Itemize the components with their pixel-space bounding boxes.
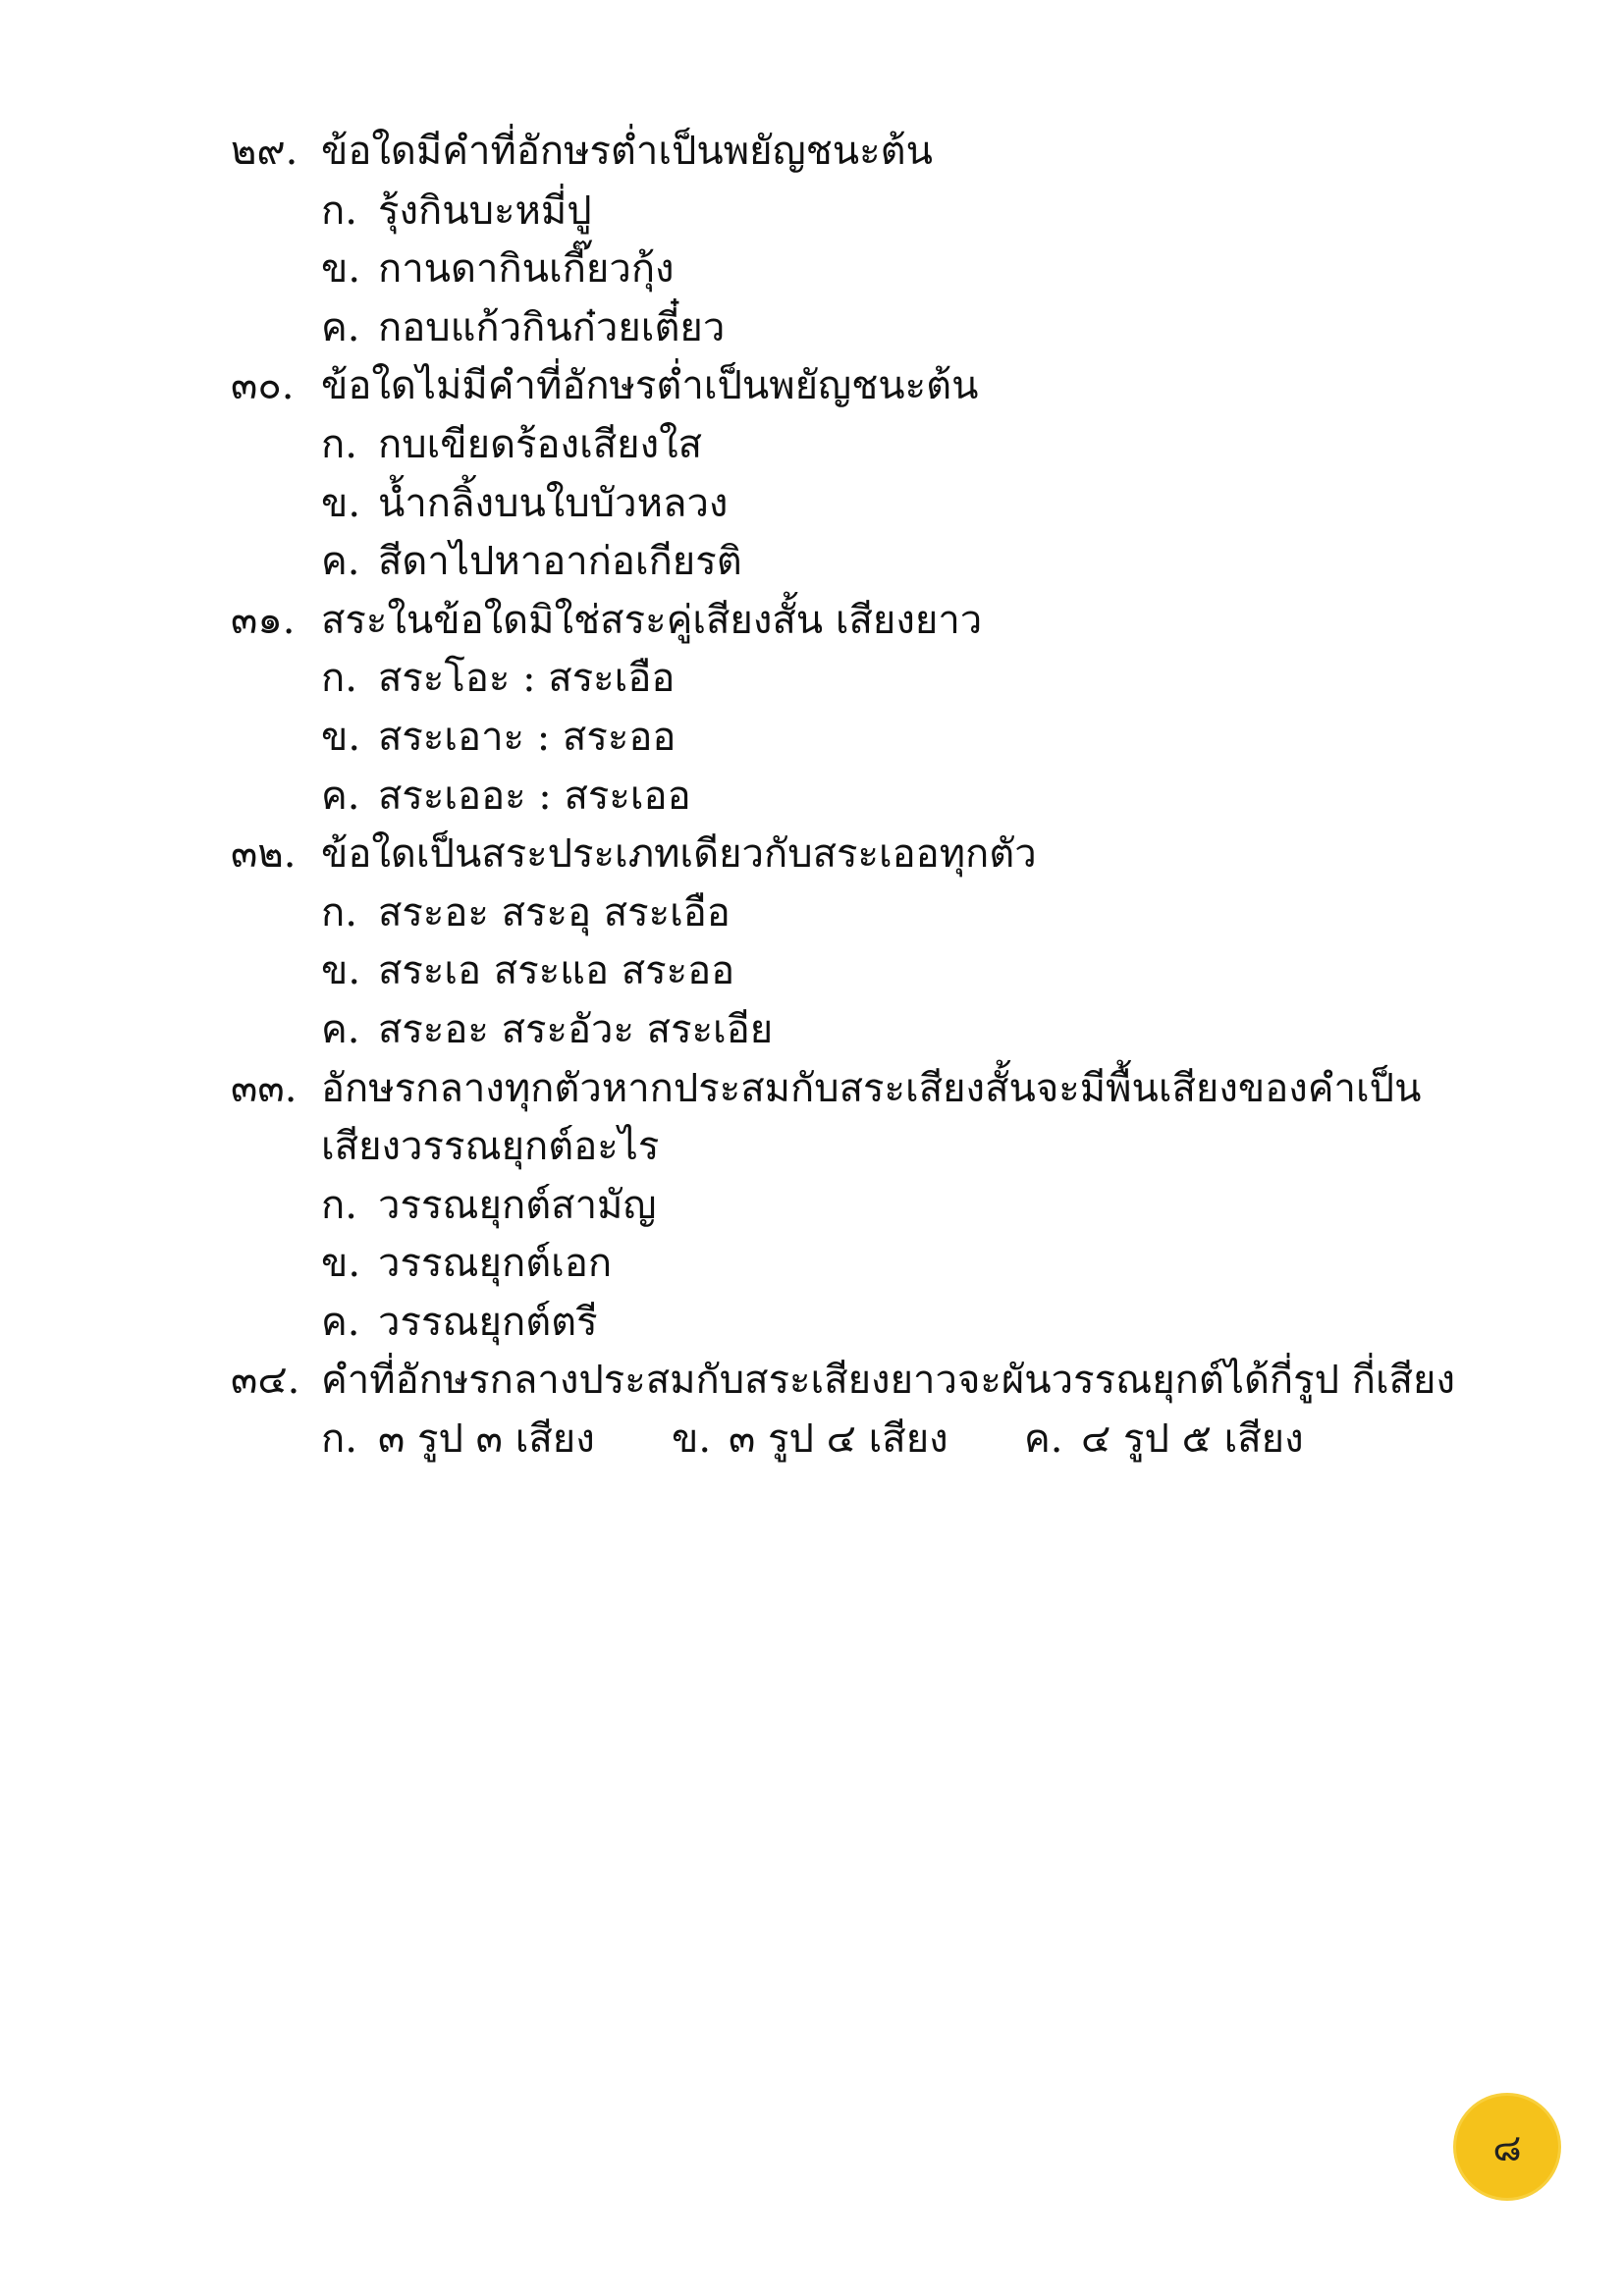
option-text: วรรณยุกต์สามัญ	[378, 1183, 657, 1228]
option-29-a	[321, 184, 592, 239]
option-text: ๔ รูป ๕ เสียง	[1081, 1416, 1304, 1462]
option-label: ข.	[321, 246, 361, 292]
option-label: ก.	[321, 188, 357, 234]
option-label: ข.	[321, 481, 361, 526]
option-text: สีดาไปหาอาก่อเกียรติ	[378, 539, 742, 584]
question-text: ข้อใดไม่มีคำที่อักษรต่ำเป็นพยัญชนะต้น	[321, 363, 979, 408]
option-label: ก.	[321, 1416, 357, 1462]
question-33	[231, 1061, 1421, 1116]
question-number: ๓๓.	[231, 1066, 298, 1111]
question-30	[231, 358, 978, 413]
question-34	[231, 1353, 1455, 1408]
option-text: กอบแก้วกินก๋วยเตี๋ยว	[378, 305, 726, 350]
option-label: ค.	[321, 1300, 360, 1345]
option-34-b	[672, 1412, 948, 1467]
question-text: สระในข้อใดมิใช่สระคู่เสียงสั้น เสียงยาว	[321, 598, 983, 643]
option-text: วรรณยุกต์ตรี	[378, 1300, 598, 1345]
option-33-c	[321, 1295, 598, 1350]
option-33-b	[321, 1236, 612, 1291]
option-text: กานดากินเกี๊ยวกุ้ง	[378, 246, 675, 292]
question-text: ข้อใดเป็นสระประเภทเดียวกับสระเออทุกตัว	[321, 831, 1037, 877]
option-text: สระโอะ : สระเอือ	[378, 656, 676, 701]
option-text: สระเอาะ : สระออ	[378, 715, 677, 760]
option-34-a	[321, 1412, 595, 1467]
option-text: น้ำกลิ้งบนใบบัวหลวง	[378, 481, 729, 526]
option-text: สระอะ สระอัวะ สระเอีย	[378, 1007, 774, 1052]
option-31-c	[321, 769, 691, 824]
option-32-a	[321, 885, 731, 940]
option-label: ก.	[321, 890, 357, 935]
question-number: ๓๐.	[231, 363, 295, 408]
option-32-b	[321, 943, 734, 998]
option-label: ข.	[321, 715, 361, 760]
option-label: ค.	[321, 305, 360, 350]
option-text: กบเขียดร้องเสียงใส	[378, 422, 703, 467]
question-32	[231, 827, 1037, 881]
option-label: ข.	[672, 1416, 712, 1462]
option-text: สระเอ สระแอ สระออ	[378, 948, 735, 993]
question-33-continuation: เสียงวรรณยุกต์อะไร	[321, 1124, 660, 1169]
option-text: สระเออะ : สระเออ	[378, 774, 691, 819]
option-29-c	[321, 300, 725, 355]
option-label: ค.	[1024, 1416, 1063, 1462]
option-text: สระอะ สระอุ สระเอือ	[378, 890, 731, 935]
question-number: ๓๒.	[231, 831, 297, 877]
question-29	[231, 124, 933, 179]
option-label: ก.	[321, 422, 357, 467]
option-31-a	[321, 651, 675, 706]
option-label: ข.	[321, 1241, 361, 1286]
option-34-c	[1024, 1412, 1304, 1467]
question-number: ๓๔.	[231, 1358, 300, 1403]
question-text: คำที่อักษรกลางประสมกับสระเสียงยาวจะผันวรรณยุกต์ได้กี่รูป กี่เสียง	[321, 1358, 1455, 1403]
option-label: ก.	[321, 1183, 357, 1228]
option-text: รุ้งกินบะหมี่ปู	[378, 188, 592, 234]
option-text: ๓ รูป ๔ เสียง	[729, 1416, 948, 1462]
option-33-a	[321, 1178, 657, 1233]
option-29-b	[321, 241, 675, 296]
question-text: ข้อใดมีคำที่อักษรต่ำเป็นพยัญชนะต้น	[321, 129, 933, 174]
option-label: ก.	[321, 656, 357, 701]
option-label: ค.	[321, 539, 360, 584]
option-30-a	[321, 417, 702, 472]
page-number: ๘	[1492, 2125, 1522, 2169]
option-31-b	[321, 710, 676, 765]
page-number-badge	[1456, 2096, 1558, 2198]
option-text: ๓ รูป ๓ เสียง	[378, 1416, 595, 1462]
option-30-b	[321, 476, 728, 531]
question-31	[231, 593, 982, 648]
option-32-c	[321, 1002, 773, 1057]
option-text: วรรณยุกต์เอก	[378, 1241, 613, 1286]
option-label: ค.	[321, 1007, 360, 1052]
option-label: ค.	[321, 774, 360, 819]
question-number: ๒๙.	[231, 129, 298, 174]
question-number: ๓๑.	[231, 598, 296, 643]
option-30-c	[321, 534, 742, 589]
question-text: อักษรกลางทุกตัวหากประสมกับสระเสียงสั้นจะมีพื้นเสียงของคำเป็น	[321, 1066, 1422, 1111]
option-label: ข.	[321, 948, 361, 993]
